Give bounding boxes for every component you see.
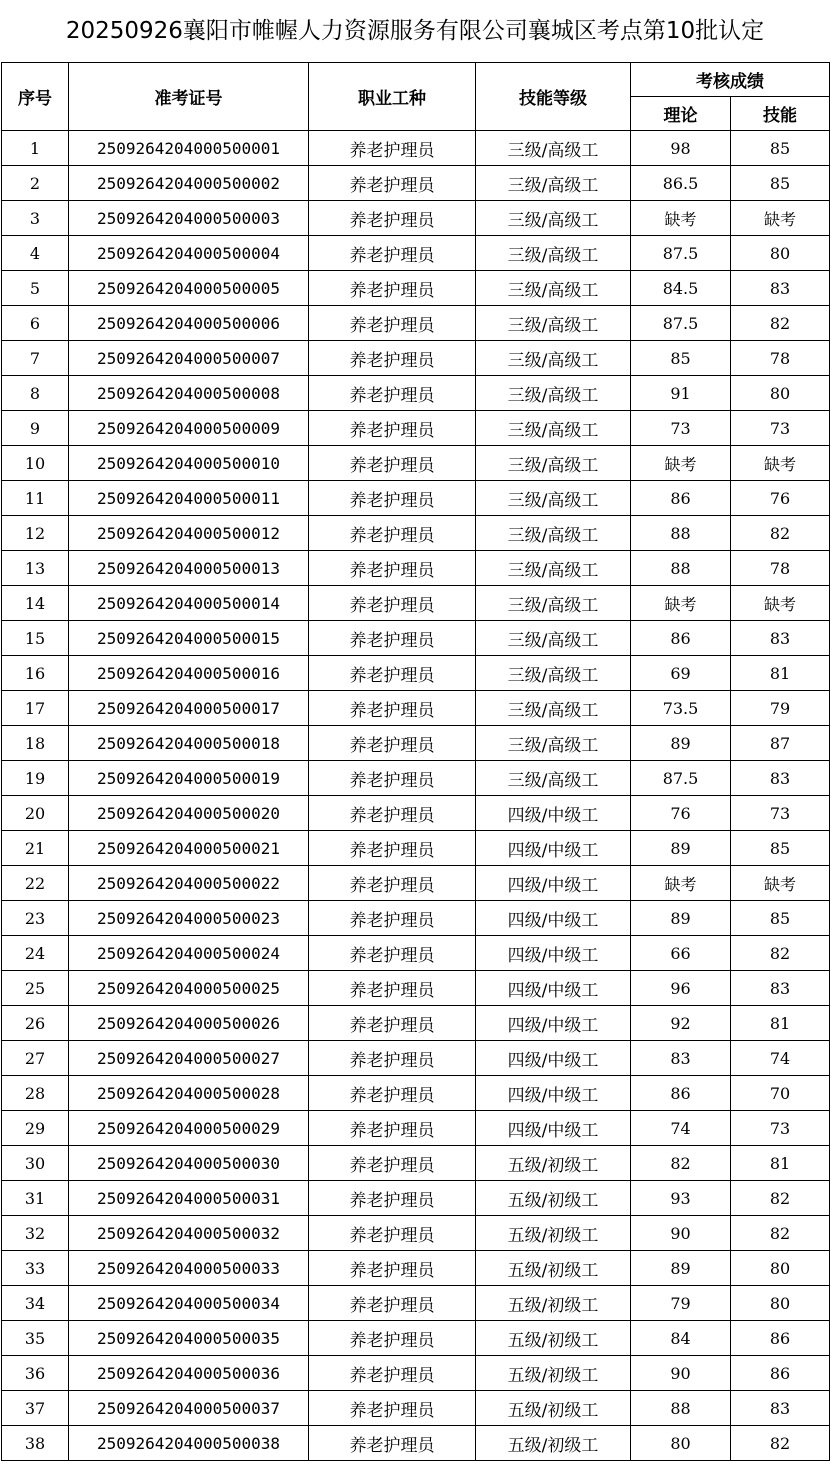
cell-seq: 4 <box>2 236 69 271</box>
cell-skill-level: 三级/高级工 <box>476 271 631 306</box>
cell-occupation: 养老护理员 <box>309 1356 476 1391</box>
cell-exam-id: 2509264204000500002 <box>69 166 309 201</box>
cell-skill-level: 三级/高级工 <box>476 236 631 271</box>
table-row <box>2 1286 830 1321</box>
cell-skill-score: 70 <box>731 1076 830 1111</box>
table-row <box>2 341 830 376</box>
cell-theory-score: 96 <box>631 971 731 1006</box>
cell-occupation: 养老护理员 <box>309 1111 476 1146</box>
table-row <box>2 411 830 446</box>
cell-theory-score: 83 <box>631 1041 731 1076</box>
cell-theory-score: 88 <box>631 1391 731 1426</box>
cell-occupation: 养老护理员 <box>309 551 476 586</box>
cell-skill-score: 82 <box>731 1181 830 1216</box>
table-row <box>2 1391 830 1426</box>
table-row <box>2 1356 830 1391</box>
cell-exam-id: 2509264204000500010 <box>69 446 309 481</box>
cell-theory-score: 90 <box>631 1356 731 1391</box>
cell-seq: 19 <box>2 761 69 796</box>
cell-occupation: 养老护理员 <box>309 1006 476 1041</box>
table-row <box>2 866 830 901</box>
table-row <box>2 1426 830 1461</box>
cell-occupation: 养老护理员 <box>309 936 476 971</box>
cell-exam-id: 2509264204000500021 <box>69 831 309 866</box>
cell-skill-score: 73 <box>731 796 830 831</box>
cell-skill-level: 五级/初级工 <box>476 1391 631 1426</box>
cell-occupation: 养老护理员 <box>309 306 476 341</box>
table-row <box>2 1111 830 1146</box>
cell-seq: 26 <box>2 1006 69 1041</box>
cell-theory-score: 86 <box>631 481 731 516</box>
cell-seq: 34 <box>2 1286 69 1321</box>
cell-exam-id: 2509264204000500031 <box>69 1181 309 1216</box>
cell-seq: 21 <box>2 831 69 866</box>
cell-theory-score: 86.5 <box>631 166 731 201</box>
cell-exam-id: 2509264204000500012 <box>69 516 309 551</box>
cell-seq: 30 <box>2 1146 69 1181</box>
cell-theory-score: 89 <box>631 726 731 761</box>
cell-skill-level: 三级/高级工 <box>476 656 631 691</box>
cell-theory-score: 89 <box>631 831 731 866</box>
cell-skill-score: 82 <box>731 306 830 341</box>
cell-theory-score: 缺考 <box>631 201 731 236</box>
cell-occupation: 养老护理员 <box>309 1181 476 1216</box>
cell-occupation: 养老护理员 <box>309 1146 476 1181</box>
cell-skill-level: 三级/高级工 <box>476 201 631 236</box>
cell-seq: 31 <box>2 1181 69 1216</box>
header-exam-id: 准考证号 <box>69 63 309 131</box>
cell-skill-level: 四级/中级工 <box>476 1111 631 1146</box>
cell-exam-id: 2509264204000500020 <box>69 796 309 831</box>
header-skill-level: 技能等级 <box>476 63 631 131</box>
cell-skill-level: 三级/高级工 <box>476 306 631 341</box>
cell-skill-level: 三级/高级工 <box>476 446 631 481</box>
cell-occupation: 养老护理员 <box>309 761 476 796</box>
cell-skill-score: 85 <box>731 131 830 166</box>
cell-exam-id: 2509264204000500027 <box>69 1041 309 1076</box>
cell-theory-score: 86 <box>631 1076 731 1111</box>
cell-occupation: 养老护理员 <box>309 131 476 166</box>
cell-exam-id: 2509264204000500035 <box>69 1321 309 1356</box>
cell-skill-level: 五级/初级工 <box>476 1216 631 1251</box>
cell-skill-level: 三级/高级工 <box>476 166 631 201</box>
cell-skill-level: 五级/初级工 <box>476 1251 631 1286</box>
cell-occupation: 养老护理员 <box>309 901 476 936</box>
cell-skill-level: 三级/高级工 <box>476 481 631 516</box>
cell-skill-score: 86 <box>731 1321 830 1356</box>
table-row <box>2 1216 830 1251</box>
cell-seq: 6 <box>2 306 69 341</box>
cell-occupation: 养老护理员 <box>309 971 476 1006</box>
table-header <box>2 63 830 131</box>
cell-theory-score: 79 <box>631 1286 731 1321</box>
cell-skill-score: 82 <box>731 516 830 551</box>
cell-exam-id: 2509264204000500019 <box>69 761 309 796</box>
cell-exam-id: 2509264204000500037 <box>69 1391 309 1426</box>
cell-seq: 22 <box>2 866 69 901</box>
cell-skill-score: 82 <box>731 1426 830 1461</box>
table-row <box>2 691 830 726</box>
cell-occupation: 养老护理员 <box>309 726 476 761</box>
cell-seq: 12 <box>2 516 69 551</box>
cell-skill-level: 三级/高级工 <box>476 131 631 166</box>
cell-exam-id: 2509264204000500025 <box>69 971 309 1006</box>
cell-occupation: 养老护理员 <box>309 691 476 726</box>
cell-theory-score: 88 <box>631 551 731 586</box>
cell-skill-score: 78 <box>731 341 830 376</box>
cell-skill-score: 83 <box>731 1391 830 1426</box>
cell-occupation: 养老护理员 <box>309 481 476 516</box>
cell-skill-level: 三级/高级工 <box>476 341 631 376</box>
cell-theory-score: 87.5 <box>631 761 731 796</box>
cell-seq: 17 <box>2 691 69 726</box>
table-row <box>2 376 830 411</box>
cell-skill-level: 三级/高级工 <box>476 516 631 551</box>
cell-skill-score: 缺考 <box>731 586 830 621</box>
table-row <box>2 236 830 271</box>
cell-seq: 2 <box>2 166 69 201</box>
cell-theory-score: 87.5 <box>631 306 731 341</box>
table-row <box>2 1321 830 1356</box>
cell-occupation: 养老护理员 <box>309 1391 476 1426</box>
cell-skill-level: 三级/高级工 <box>476 586 631 621</box>
cell-theory-score: 69 <box>631 656 731 691</box>
cell-exam-id: 2509264204000500014 <box>69 586 309 621</box>
cell-seq: 33 <box>2 1251 69 1286</box>
cell-occupation: 养老护理员 <box>309 516 476 551</box>
cell-occupation: 养老护理员 <box>309 236 476 271</box>
header-occupation: 职业工种 <box>309 63 476 131</box>
cell-skill-level: 三级/高级工 <box>476 691 631 726</box>
cell-seq: 9 <box>2 411 69 446</box>
cell-skill-level: 三级/高级工 <box>476 376 631 411</box>
cell-seq: 27 <box>2 1041 69 1076</box>
cell-skill-score: 80 <box>731 1251 830 1286</box>
cell-theory-score: 89 <box>631 1251 731 1286</box>
cell-occupation: 养老护理员 <box>309 411 476 446</box>
cell-skill-level: 四级/中级工 <box>476 796 631 831</box>
table-row <box>2 446 830 481</box>
cell-skill-level: 三级/高级工 <box>476 726 631 761</box>
cell-occupation: 养老护理员 <box>309 271 476 306</box>
table-row <box>2 656 830 691</box>
cell-theory-score: 88 <box>631 516 731 551</box>
cell-seq: 36 <box>2 1356 69 1391</box>
cell-exam-id: 2509264204000500016 <box>69 656 309 691</box>
cell-seq: 3 <box>2 201 69 236</box>
cell-seq: 18 <box>2 726 69 761</box>
table-row <box>2 1146 830 1181</box>
cell-skill-level: 五级/初级工 <box>476 1426 631 1461</box>
table-row <box>2 131 830 166</box>
header-skill: 技能 <box>731 97 830 131</box>
cell-theory-score: 73 <box>631 411 731 446</box>
cell-skill-score: 85 <box>731 901 830 936</box>
cell-skill-level: 四级/中级工 <box>476 971 631 1006</box>
cell-occupation: 养老护理员 <box>309 1321 476 1356</box>
cell-skill-score: 86 <box>731 1356 830 1391</box>
table-row <box>2 761 830 796</box>
cell-seq: 13 <box>2 551 69 586</box>
cell-skill-score: 81 <box>731 1006 830 1041</box>
cell-theory-score: 74 <box>631 1111 731 1146</box>
cell-exam-id: 2509264204000500007 <box>69 341 309 376</box>
cell-theory-score: 73.5 <box>631 691 731 726</box>
cell-skill-level: 四级/中级工 <box>476 901 631 936</box>
cell-seq: 28 <box>2 1076 69 1111</box>
cell-skill-score: 80 <box>731 376 830 411</box>
cell-theory-score: 87.5 <box>631 236 731 271</box>
cell-theory-score: 84 <box>631 1321 731 1356</box>
cell-skill-level: 五级/初级工 <box>476 1356 631 1391</box>
cell-occupation: 养老护理员 <box>309 341 476 376</box>
table-row <box>2 796 830 831</box>
cell-occupation: 养老护理员 <box>309 1426 476 1461</box>
cell-skill-score: 79 <box>731 691 830 726</box>
cell-skill-level: 三级/高级工 <box>476 411 631 446</box>
table-row <box>2 306 830 341</box>
cell-skill-level: 三级/高级工 <box>476 761 631 796</box>
cell-skill-score: 缺考 <box>731 446 830 481</box>
table-row <box>2 551 830 586</box>
cell-seq: 8 <box>2 376 69 411</box>
cell-occupation: 养老护理员 <box>309 1076 476 1111</box>
cell-exam-id: 2509264204000500030 <box>69 1146 309 1181</box>
table-row <box>2 166 830 201</box>
cell-occupation: 养老护理员 <box>309 831 476 866</box>
cell-occupation: 养老护理员 <box>309 796 476 831</box>
cell-skill-score: 缺考 <box>731 866 830 901</box>
cell-theory-score: 98 <box>631 131 731 166</box>
cell-exam-id: 2509264204000500026 <box>69 1006 309 1041</box>
cell-occupation: 养老护理员 <box>309 166 476 201</box>
cell-exam-id: 2509264204000500008 <box>69 376 309 411</box>
cell-theory-score: 缺考 <box>631 446 731 481</box>
cell-exam-id: 2509264204000500029 <box>69 1111 309 1146</box>
cell-skill-score: 80 <box>731 236 830 271</box>
cell-seq: 25 <box>2 971 69 1006</box>
table-row <box>2 901 830 936</box>
cell-exam-id: 2509264204000500001 <box>69 131 309 166</box>
cell-seq: 20 <box>2 796 69 831</box>
cell-skill-level: 五级/初级工 <box>476 1146 631 1181</box>
table-row <box>2 1181 830 1216</box>
cell-seq: 38 <box>2 1426 69 1461</box>
cell-exam-id: 2509264204000500038 <box>69 1426 309 1461</box>
cell-skill-level: 四级/中级工 <box>476 866 631 901</box>
cell-exam-id: 2509264204000500023 <box>69 901 309 936</box>
cell-exam-id: 2509264204000500004 <box>69 236 309 271</box>
cell-occupation: 养老护理员 <box>309 866 476 901</box>
cell-seq: 1 <box>2 131 69 166</box>
table-row <box>2 481 830 516</box>
cell-occupation: 养老护理员 <box>309 656 476 691</box>
cell-exam-id: 2509264204000500032 <box>69 1216 309 1251</box>
cell-exam-id: 2509264204000500006 <box>69 306 309 341</box>
table-row <box>2 726 830 761</box>
cell-occupation: 养老护理员 <box>309 586 476 621</box>
cell-seq: 29 <box>2 1111 69 1146</box>
cell-seq: 15 <box>2 621 69 656</box>
cell-skill-score: 83 <box>731 971 830 1006</box>
header-score-group: 考核成绩 <box>631 63 830 97</box>
cell-exam-id: 2509264204000500033 <box>69 1251 309 1286</box>
cell-skill-level: 四级/中级工 <box>476 831 631 866</box>
cell-skill-score: 87 <box>731 726 830 761</box>
header-theory: 理论 <box>631 97 731 131</box>
table-row <box>2 586 830 621</box>
cell-occupation: 养老护理员 <box>309 621 476 656</box>
cell-seq: 16 <box>2 656 69 691</box>
cell-skill-score: 81 <box>731 1146 830 1181</box>
cell-theory-score: 85 <box>631 341 731 376</box>
cell-exam-id: 2509264204000500018 <box>69 726 309 761</box>
cell-seq: 24 <box>2 936 69 971</box>
cell-exam-id: 2509264204000500013 <box>69 551 309 586</box>
cell-occupation: 养老护理员 <box>309 1286 476 1321</box>
cell-theory-score: 66 <box>631 936 731 971</box>
cell-skill-score: 73 <box>731 1111 830 1146</box>
cell-skill-score: 82 <box>731 936 830 971</box>
cell-theory-score: 93 <box>631 1181 731 1216</box>
cell-theory-score: 89 <box>631 901 731 936</box>
cell-seq: 5 <box>2 271 69 306</box>
cell-occupation: 养老护理员 <box>309 1041 476 1076</box>
cell-theory-score: 80 <box>631 1426 731 1461</box>
cell-exam-id: 2509264204000500015 <box>69 621 309 656</box>
cell-exam-id: 2509264204000500028 <box>69 1076 309 1111</box>
cell-occupation: 养老护理员 <box>309 1216 476 1251</box>
cell-occupation: 养老护理员 <box>309 201 476 236</box>
cell-skill-level: 三级/高级工 <box>476 551 631 586</box>
cell-skill-score: 80 <box>731 1286 830 1321</box>
cell-theory-score: 缺考 <box>631 866 731 901</box>
cell-exam-id: 2509264204000500034 <box>69 1286 309 1321</box>
header-seq: 序号 <box>2 63 69 131</box>
cell-skill-score: 81 <box>731 656 830 691</box>
table-row <box>2 516 830 551</box>
cell-theory-score: 缺考 <box>631 586 731 621</box>
cell-seq: 35 <box>2 1321 69 1356</box>
cell-theory-score: 82 <box>631 1146 731 1181</box>
cell-exam-id: 2509264204000500017 <box>69 691 309 726</box>
cell-seq: 11 <box>2 481 69 516</box>
cell-theory-score: 84.5 <box>631 271 731 306</box>
cell-exam-id: 2509264204000500009 <box>69 411 309 446</box>
cell-occupation: 养老护理员 <box>309 376 476 411</box>
cell-skill-score: 73 <box>731 411 830 446</box>
table-body <box>2 131 830 1461</box>
cell-skill-level: 四级/中级工 <box>476 936 631 971</box>
cell-skill-score: 82 <box>731 1216 830 1251</box>
table-row <box>2 271 830 306</box>
table-row <box>2 621 830 656</box>
table-row <box>2 201 830 236</box>
cell-theory-score: 92 <box>631 1006 731 1041</box>
cell-skill-level: 五级/初级工 <box>476 1181 631 1216</box>
cell-seq: 23 <box>2 901 69 936</box>
cell-theory-score: 86 <box>631 621 731 656</box>
cell-seq: 7 <box>2 341 69 376</box>
cell-exam-id: 2509264204000500005 <box>69 271 309 306</box>
cell-seq: 32 <box>2 1216 69 1251</box>
cell-skill-level: 四级/中级工 <box>476 1076 631 1111</box>
table-row <box>2 971 830 1006</box>
table-row <box>2 831 830 866</box>
results-table <box>1 62 830 1461</box>
cell-theory-score: 90 <box>631 1216 731 1251</box>
cell-skill-level: 三级/高级工 <box>476 621 631 656</box>
cell-exam-id: 2509264204000500024 <box>69 936 309 971</box>
cell-theory-score: 76 <box>631 796 731 831</box>
table-row <box>2 1251 830 1286</box>
cell-exam-id: 2509264204000500011 <box>69 481 309 516</box>
cell-skill-score: 76 <box>731 481 830 516</box>
cell-skill-score: 78 <box>731 551 830 586</box>
table-row <box>2 936 830 971</box>
table-row <box>2 1006 830 1041</box>
cell-occupation: 养老护理员 <box>309 1251 476 1286</box>
table-row <box>2 1041 830 1076</box>
cell-exam-id: 2509264204000500036 <box>69 1356 309 1391</box>
page-title: 20250926襄阳市帷幄人力资源服务有限公司襄城区考点第10批认定 <box>65 18 765 44</box>
cell-skill-score: 83 <box>731 271 830 306</box>
cell-skill-score: 83 <box>731 761 830 796</box>
cell-skill-level: 四级/中级工 <box>476 1041 631 1076</box>
cell-skill-score: 85 <box>731 831 830 866</box>
cell-theory-score: 91 <box>631 376 731 411</box>
cell-seq: 37 <box>2 1391 69 1426</box>
cell-occupation: 养老护理员 <box>309 446 476 481</box>
table-row <box>2 1076 830 1111</box>
cell-skill-level: 五级/初级工 <box>476 1321 631 1356</box>
cell-skill-score: 缺考 <box>731 201 830 236</box>
cell-skill-level: 五级/初级工 <box>476 1286 631 1321</box>
cell-exam-id: 2509264204000500022 <box>69 866 309 901</box>
cell-skill-score: 83 <box>731 621 830 656</box>
cell-skill-score: 85 <box>731 166 830 201</box>
cell-skill-score: 74 <box>731 1041 830 1076</box>
cell-skill-level: 四级/中级工 <box>476 1006 631 1041</box>
cell-exam-id: 2509264204000500003 <box>69 201 309 236</box>
cell-seq: 10 <box>2 446 69 481</box>
cell-seq: 14 <box>2 586 69 621</box>
